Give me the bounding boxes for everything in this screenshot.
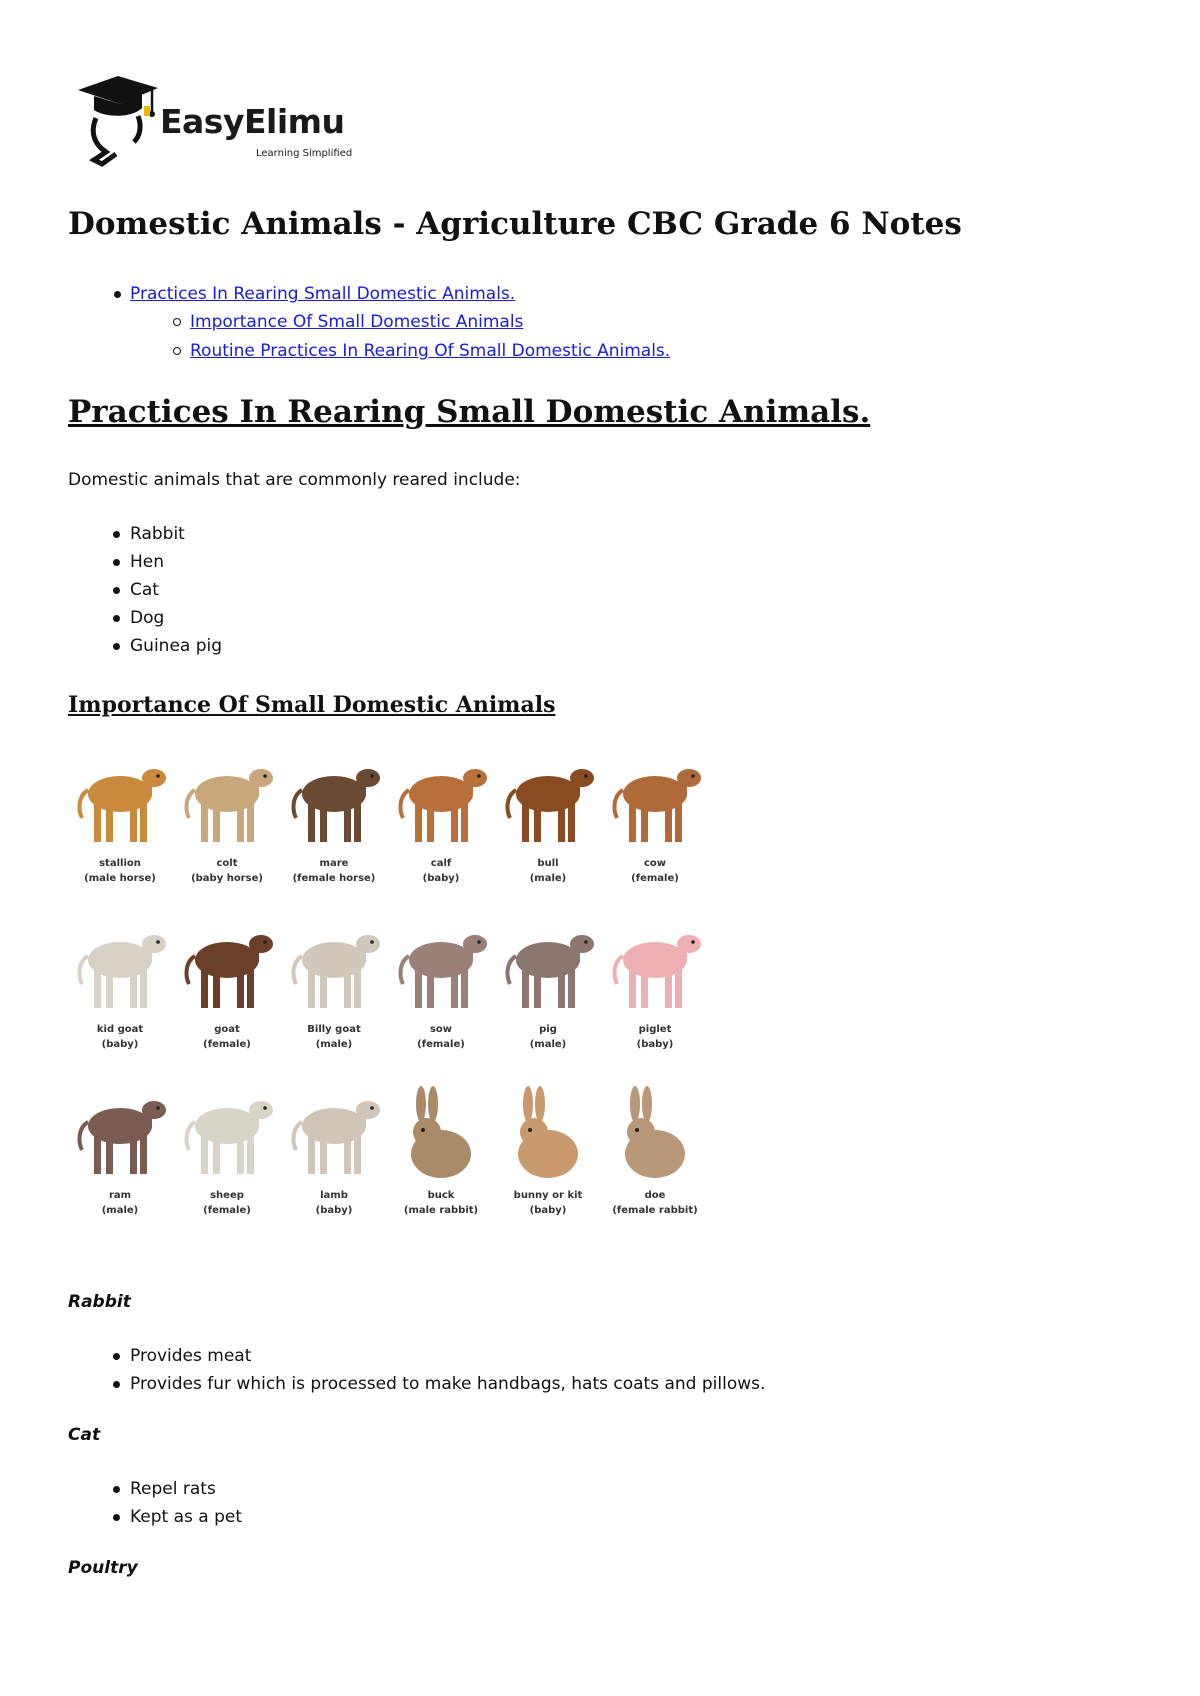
animal-name-label: sow: [429, 1024, 453, 1035]
list-item: Provides fur which is processed to make handbags, hats coats and pillows.: [68, 1370, 765, 1398]
animal-figure-calf: [389, 744, 493, 902]
animal-illustration: [389, 910, 493, 1022]
animal-name-label: pig: [539, 1024, 557, 1035]
easyelimu-logo[interactable]: [76, 72, 396, 172]
page-title: Domestic Animals - Agriculture CBC Grade 6 Notes: [68, 206, 962, 242]
graduation-cap-icon: [76, 72, 166, 168]
animal-illustration: [496, 744, 600, 856]
toc-item: [68, 337, 670, 366]
rabbit-uses-list: [68, 1342, 765, 1398]
cat-uses-list: [68, 1475, 242, 1531]
animal-note-label: (baby): [422, 873, 460, 884]
animal-figure-lamb: [282, 1076, 386, 1234]
animal-note-label: (female): [631, 873, 679, 884]
animal-figure-billy-goat: [282, 910, 386, 1068]
list-item: Cat: [68, 576, 222, 604]
animal-note-label: (male): [529, 1039, 567, 1050]
animal-name-label: cow: [643, 858, 667, 869]
animal-figure-stallion: [68, 744, 172, 902]
bullet-icon: [114, 291, 121, 298]
bullet-icon: [113, 615, 120, 622]
subheading-poultry: Poultry: [68, 1558, 138, 1578]
animal-name-label: calf: [430, 858, 452, 869]
section-heading-importance: Importance Of Small Domestic Animals: [68, 692, 556, 718]
animal-name-label: colt: [216, 858, 238, 869]
animal-illustration: [68, 744, 172, 856]
animals-list: [68, 520, 222, 660]
list-item: Dog: [68, 604, 222, 632]
animal-note-label: (baby): [315, 1205, 353, 1216]
animal-name-label: bunny or kit: [513, 1190, 583, 1201]
table-of-contents: [68, 280, 670, 366]
animal-note-label: (male rabbit): [403, 1205, 479, 1216]
animal-note-label: (male horse): [84, 873, 156, 884]
list-item: Guinea pig: [68, 632, 222, 660]
animal-note-label: (female): [203, 1205, 251, 1216]
animal-name-label: ram: [108, 1190, 132, 1201]
logo-tagline: Learning Simplified: [256, 148, 353, 159]
animal-illustration: [175, 910, 279, 1022]
subheading-cat: Cat: [68, 1425, 101, 1445]
animal-note-label: (baby horse): [191, 873, 263, 884]
logo-wordmark: EasyElimu: [160, 102, 345, 141]
animal-figure-sheep: [175, 1076, 279, 1234]
animal-figure-pig: [496, 910, 600, 1068]
bullet-icon: [113, 1514, 120, 1521]
list-item: Hen: [68, 548, 222, 576]
circle-bullet-icon: [173, 347, 181, 355]
list-item: Rabbit: [68, 520, 222, 548]
animal-name-label: mare: [319, 858, 349, 869]
animal-illustration: [175, 1076, 279, 1188]
animal-illustration: [389, 1076, 493, 1188]
animal-illustration: [496, 1076, 600, 1188]
section-heading-practices: Practices In Rearing Small Domestic Animals.: [68, 394, 871, 430]
animal-name-label: buck: [427, 1190, 455, 1201]
animal-note-label: (male): [101, 1205, 139, 1216]
animal-figure-sow: [389, 910, 493, 1068]
animal-figure-mare: [282, 744, 386, 902]
animal-name-label: kid goat: [96, 1024, 144, 1035]
toc-link-practices[interactable]: Practices In Rearing Small Domestic Animals.: [130, 284, 516, 304]
list-item: Repel rats: [68, 1475, 242, 1503]
animal-illustration: [282, 744, 386, 856]
animal-figure-goat: [175, 910, 279, 1068]
list-item: Kept as a pet: [68, 1503, 242, 1531]
animal-name-label: lamb: [320, 1190, 348, 1201]
animal-illustration: [496, 910, 600, 1022]
animal-illustration: [389, 744, 493, 856]
animal-note-label: (baby): [636, 1039, 674, 1050]
animal-figure-cow: [603, 744, 707, 902]
bullet-icon: [113, 587, 120, 594]
intro-paragraph: Domestic animals that are commonly reared include:: [68, 470, 521, 490]
animal-figure-bunny-or-kit: [496, 1076, 600, 1234]
animal-note-label: (female): [417, 1039, 465, 1050]
bullet-icon: [113, 1381, 120, 1388]
toc-item: [68, 280, 670, 308]
bullet-icon: [113, 1353, 120, 1360]
animal-note-label: (male): [315, 1039, 353, 1050]
animal-illustration: [68, 910, 172, 1022]
animal-figure-colt: [175, 744, 279, 902]
animal-name-label: stallion: [99, 858, 141, 869]
animal-illustration: [282, 1076, 386, 1188]
animal-figure-ram: [68, 1076, 172, 1234]
animal-note-label: (male): [529, 873, 567, 884]
animal-figure-piglet: [603, 910, 707, 1068]
animal-note-label: (female rabbit): [612, 1205, 698, 1216]
animal-illustration: [175, 744, 279, 856]
animal-illustration: [603, 910, 707, 1022]
animal-illustration: [603, 1076, 707, 1188]
animal-note-label: (baby): [101, 1039, 139, 1050]
circle-bullet-icon: [173, 318, 181, 326]
animal-name-label: piglet: [638, 1024, 672, 1035]
toc-item: [68, 308, 670, 337]
farm-animals-figure: [68, 744, 710, 1244]
bullet-icon: [113, 559, 120, 566]
animal-figure-kid-goat: [68, 910, 172, 1068]
animal-illustration: [603, 744, 707, 856]
animal-note-label: (baby): [529, 1205, 567, 1216]
bullet-icon: [113, 643, 120, 650]
list-item: Provides meat: [68, 1342, 765, 1370]
bullet-icon: [113, 1486, 120, 1493]
animal-illustration: [68, 1076, 172, 1188]
animal-illustration: [282, 910, 386, 1022]
toc-link-routine-practices[interactable]: Routine Practices In Rearing Of Small Domestic Animals.: [190, 341, 671, 361]
animal-note-label: (female): [203, 1039, 251, 1050]
animal-figure-doe: [603, 1076, 707, 1234]
animal-name-label: doe: [644, 1190, 666, 1201]
animal-figure-buck: [389, 1076, 493, 1234]
animal-name-label: sheep: [210, 1190, 244, 1201]
animal-note-label: (female horse): [292, 873, 376, 884]
animal-figure-bull: [496, 744, 600, 902]
animal-name-label: bull: [537, 858, 559, 869]
animal-name-label: goat: [214, 1024, 240, 1035]
subheading-rabbit: Rabbit: [68, 1292, 131, 1312]
animal-name-label: Billy goat: [307, 1024, 361, 1035]
bullet-icon: [113, 531, 120, 538]
toc-link-importance[interactable]: Importance Of Small Domestic Animals: [190, 312, 524, 332]
